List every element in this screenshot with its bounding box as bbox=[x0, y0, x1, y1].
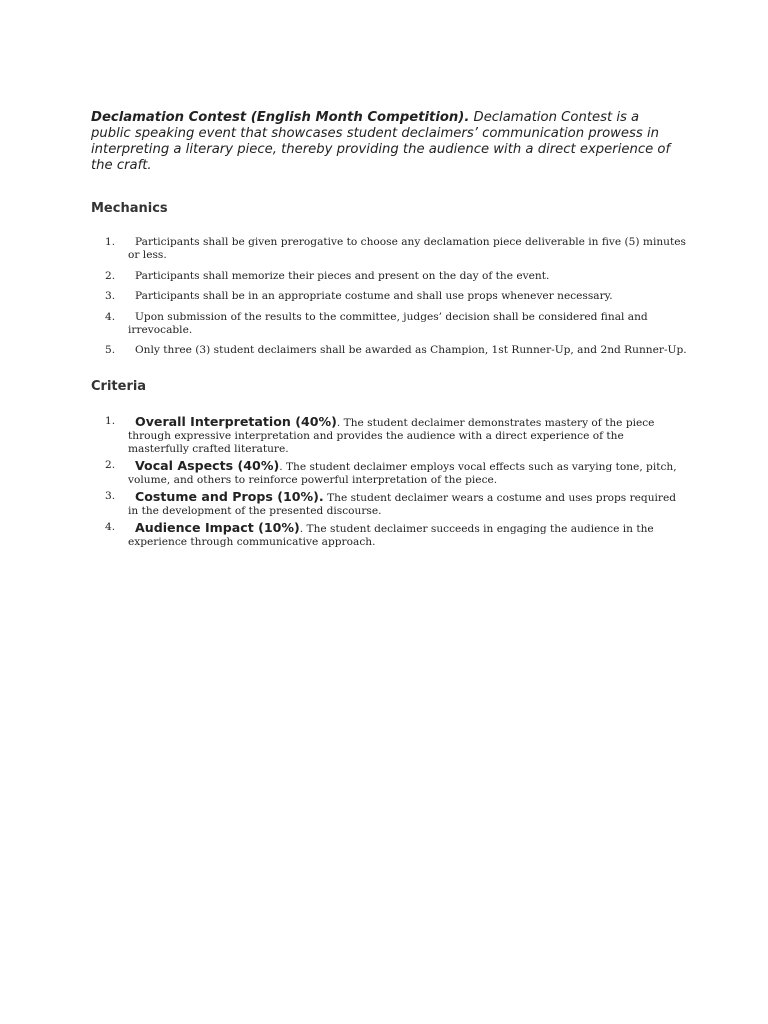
criteria-item bbox=[91, 415, 688, 456]
criteria-item bbox=[91, 521, 688, 549]
criteria-text: The student declaimer wears a costume and uses props required in the development of the presented discourse. bbox=[128, 492, 677, 517]
mechanics-item bbox=[91, 270, 688, 283]
criteria-title: Vocal Aspects (40%) bbox=[135, 458, 280, 473]
item-number: 1. bbox=[105, 415, 116, 427]
item-number: 1. bbox=[105, 236, 116, 248]
mechanics-heading: Mechanics bbox=[91, 201, 168, 216]
item-text: Participants shall memorize their pieces and present on the day of the event. bbox=[135, 269, 550, 282]
mechanics-item bbox=[91, 311, 688, 337]
criteria-title: Costume and Props (10%). bbox=[135, 489, 324, 504]
item-number: 3. bbox=[105, 290, 116, 302]
item-number: 3. bbox=[105, 490, 116, 502]
mechanics-item bbox=[91, 236, 688, 262]
criteria-item bbox=[91, 459, 688, 487]
criteria-title: Overall Interpretation (40%) bbox=[135, 414, 337, 429]
item-text: Participants shall be in an appropriate costume and shall use props whenever necessary. bbox=[135, 290, 613, 302]
criteria-heading: Criteria bbox=[91, 379, 147, 394]
mechanics-list bbox=[91, 236, 687, 357]
intro-text: Declamation Contest is a public speaking event that showcases student declaimers’ communication prowess in interpreting a literary piece, thereby providing the audience with a direct experience of the craft. bbox=[91, 110, 671, 173]
criteria-text: . The student declaimer employs vocal effects such as varying tone, pitch, volume, and others to reinforce powerful interpretation of the piece. bbox=[128, 461, 677, 486]
criteria-text: . The student declaimer succeeds in engaging the audience in the experience through communicative approach. bbox=[128, 523, 654, 548]
mechanics-item bbox=[91, 344, 688, 357]
item-text: Only three (3) student declaimers shall be awarded as Champion, 1st Runner-Up, and 2nd Runner-Up. bbox=[135, 344, 687, 356]
criteria-title: Audience Impact (10%) bbox=[135, 520, 300, 535]
criteria-item bbox=[91, 490, 688, 518]
item-number: 2. bbox=[105, 269, 116, 282]
item-number: 2. bbox=[105, 459, 116, 471]
item-number: 4. bbox=[105, 521, 116, 533]
item-number: 4. bbox=[105, 310, 116, 323]
intro-lead: Declamation Contest (English Month Competition). bbox=[91, 110, 470, 125]
intro-paragraph bbox=[91, 110, 681, 174]
item-number: 5. bbox=[105, 344, 116, 356]
criteria-text: . The student declaimer demonstrates mastery of the piece through expressive interpretation and provides the audience with a direct experience of the masterfully crafted literature. bbox=[128, 417, 655, 455]
item-text: Participants shall be given prerogative to choose any declamation piece deliverable in five (5) minutes or less. bbox=[128, 236, 686, 261]
criteria-list bbox=[91, 415, 678, 549]
mechanics-item bbox=[91, 290, 688, 303]
item-text: Upon submission of the results to the committee, judges’ decision shall be considered final and irrevocable. bbox=[128, 310, 648, 336]
